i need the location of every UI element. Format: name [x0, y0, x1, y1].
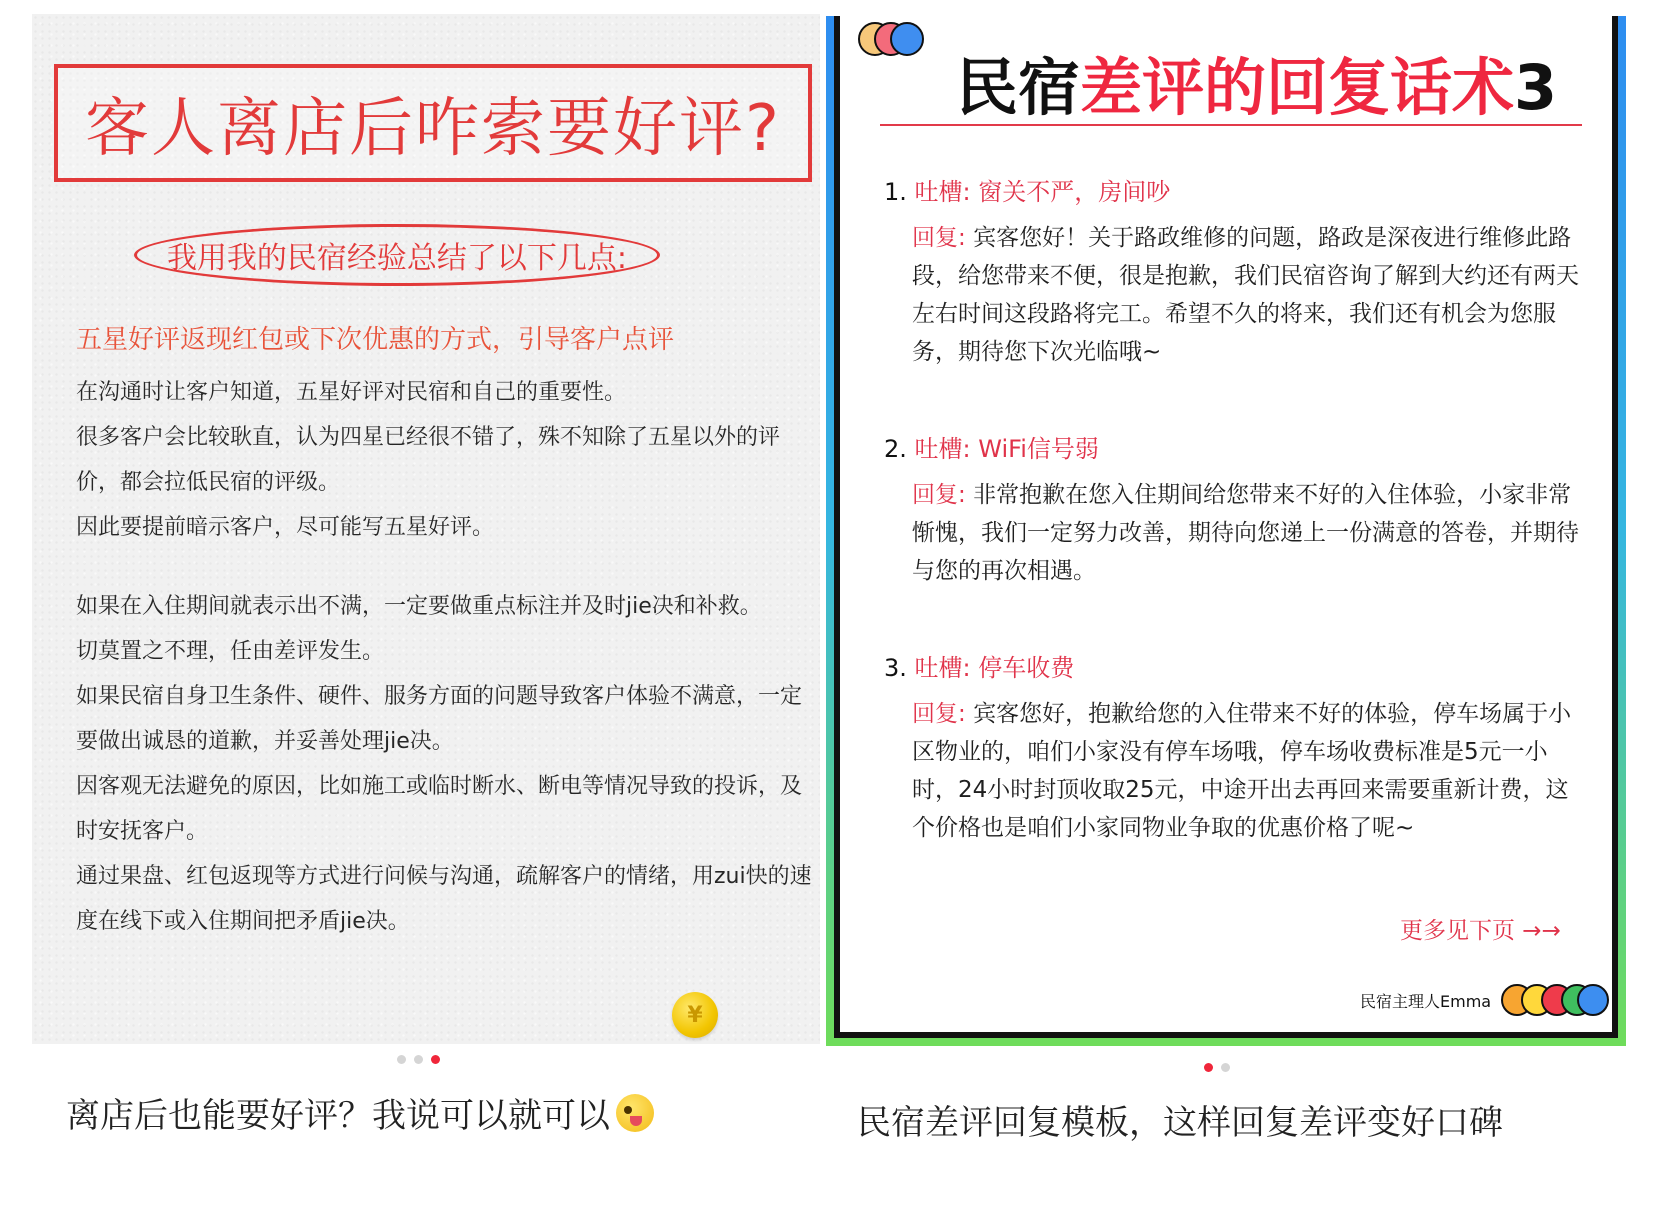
zany-face-emoji-icon — [616, 1094, 654, 1132]
right-title: 民宿差评的回复话术3 — [956, 51, 1558, 124]
signature-text: 民宿主理人Emma — [1360, 991, 1492, 1011]
left-subtitle: 我用我的民宿经验总结了以下几点: — [166, 241, 628, 276]
left-post-image[interactable] — [32, 14, 820, 1044]
left-paragraph: 通过果盘、红包返现等方式进行问候与沟通，疏解客户的情绪，用zui快的速度在线下或入住期间把矛盾jie决。 — [76, 864, 812, 934]
circles-logo-icon — [1501, 984, 1595, 1016]
signature — [1360, 984, 1595, 1016]
right-post-image[interactable] — [834, 16, 1618, 1038]
gold-coin-icon: ¥ — [672, 992, 718, 1038]
left-body — [76, 319, 816, 944]
left-title-box — [54, 64, 812, 182]
left-heading: 五星好评返现红包或下次优惠的方式，引导客户点评 — [76, 325, 675, 355]
right-post-caption[interactable]: 民宿差评回复模板，这样回复差评变好口碑 — [857, 1103, 1503, 1143]
left-title: 客人离店后咋索要好评? — [85, 92, 781, 166]
left-paragraph: 因此要提前暗示客户，尽可能写五星好评。 — [76, 515, 495, 540]
left-paragraph: 因客观无法避免的原因，比如施工或临时断水、断电等情况导致的投诉，及时安抚客户。 — [76, 774, 803, 844]
more-next-page-text: 更多见下页 →→ — [1400, 918, 1561, 944]
circles-logo-icon — [858, 22, 928, 56]
list-item: 2. 吐槽: WiFi信号弱 回复: 非常抱歉在您入住期间给您带来不好的入住体验，小家非常惭愧，我们一定努力改善，期待向您递上一份满意的答卷，并期待与您的再次相遇。 — [884, 435, 1579, 584]
left-caption-text: 离店后也能要好评？我说可以就可以 — [66, 1096, 610, 1136]
pager-dot[interactable] — [397, 1055, 406, 1064]
left-paragraph: 很多客户会比较耿直，认为四星已经很不错了，殊不知除了五星以外的评价，都会拉低民宿的评级。 — [76, 425, 781, 495]
right-pager-dots[interactable] — [1204, 1063, 1230, 1072]
reply-list — [884, 172, 1584, 905]
pager-dot-active[interactable] — [1204, 1063, 1213, 1072]
list-item: 1. 吐槽: 窗关不严，房间吵 回复: 宾客您好！关于路政维修的问题，路政是深夜进行维修此路段，给您带来不便，很是抱歉，我们民宿咨询了解到大约还有两天左右时间这段路将完工。希望不久的将来，我们还有机会为您服务，期待您下次光临哦~ — [884, 178, 1579, 365]
pager-dot-active[interactable] — [431, 1055, 440, 1064]
left-paragraph: 切莫置之不理，任由差评发生。 — [76, 639, 385, 664]
pager-dot[interactable] — [414, 1055, 423, 1064]
title-divider — [880, 124, 1582, 126]
left-paragraph: 如果在入住期间就表示出不满，一定要做重点标注并及时jie决和补救。 — [76, 594, 762, 619]
left-post-caption[interactable] — [66, 1088, 654, 1137]
left-paragraph: 如果民宿自身卫生条件、硬件、服务方面的问题导致客户体验不满意，一定要做出诚恳的道歉，并妥善处理jie决。 — [76, 684, 803, 754]
pager-dot[interactable] — [1221, 1063, 1230, 1072]
left-subtitle-oval — [134, 224, 660, 286]
left-pager-dots[interactable] — [397, 1055, 440, 1064]
list-item: 3. 吐槽: 停车收费 回复: 宾客您好，抱歉给您的入住带来不好的体验，停车场属于小区物业的，咱们小家没有停车场哦，停车场收费标准是5元一小时，24小时封顶收取25元，中途开出去再回来需要重新计费，这个价格也是咱们小家同物业争取的优惠价格了呢~ — [884, 654, 1572, 841]
left-paragraph: 在沟通时让客户知道，五星好评对民宿和自己的重要性。 — [76, 380, 627, 405]
